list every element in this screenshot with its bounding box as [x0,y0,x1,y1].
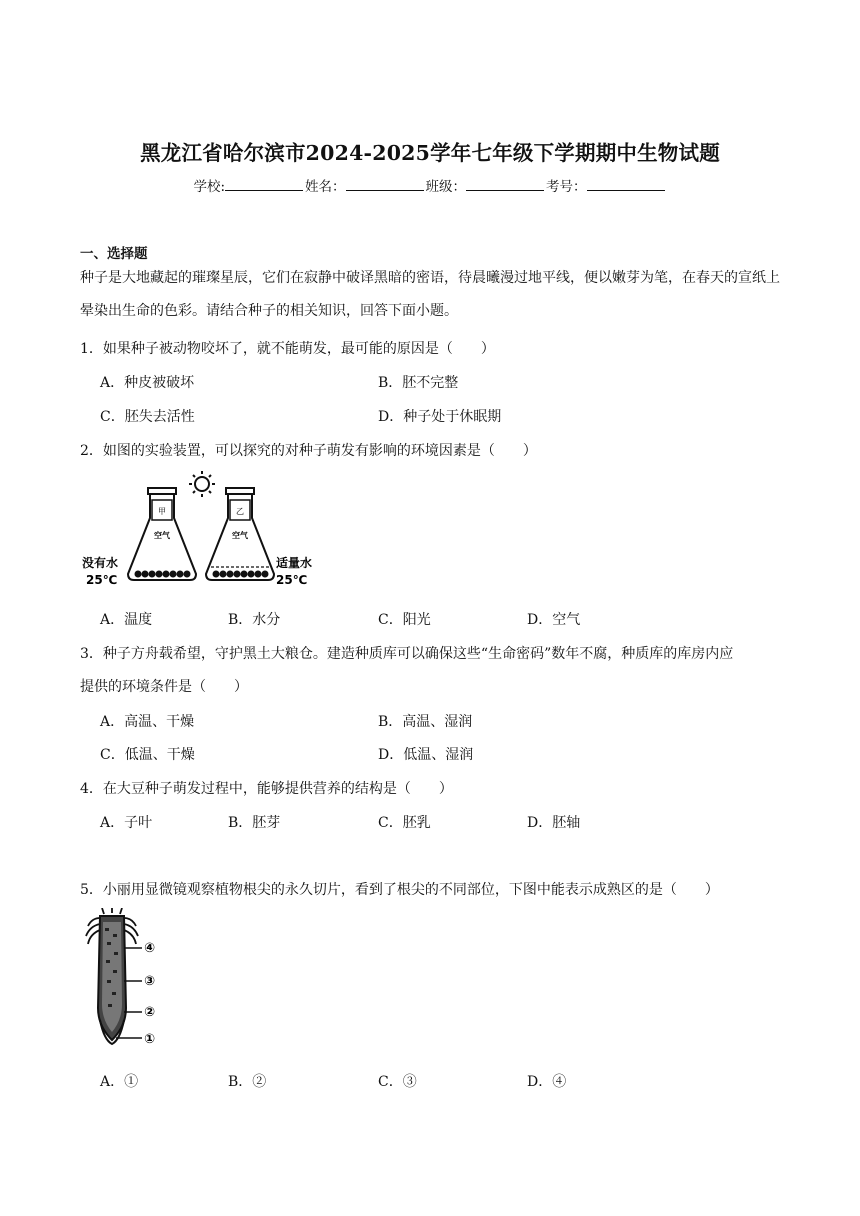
q5-option-d[interactable]: D．④ [527,1074,567,1090]
school-label: 学校: [193,179,226,195]
question-3-stem-line1: 3．种子方舟载希望，守护黑土大粮仓。建造种质库可以确保这些“生命密码”数年不腐，种质库的库房内应 [80,646,734,662]
root-tip-figure [80,908,170,1058]
class-blank[interactable] [466,178,544,191]
name-label: 姓名： [305,179,346,195]
name-blank[interactable] [346,178,424,191]
sun-icon [189,471,215,497]
seed-germination-figure [80,470,320,595]
intro-paragraph: 种子是大地藏起的璀璨星辰，它们在寂静中破译黑暗的密语，待晨曦漫过地平线，便以嫩芽为笔，在春天的宣纸上晕染出生命的色彩。请结合种子的相关知识，回答下面小题。 [80,270,780,319]
temp-left-label: 25℃ [86,573,118,587]
flask-jia-label: 甲 [158,507,166,516]
some-water-label: 适量水 [276,556,313,570]
flask-yi-label: 乙 [236,507,244,516]
q3-option-a[interactable]: A．高温、干燥 [100,714,195,730]
root-tip-drawing [86,908,142,1044]
label-3: ③ [144,974,156,989]
q1-option-b[interactable]: B．胚不完整 [378,375,459,391]
q4-option-a[interactable]: A．子叶 [100,815,153,831]
q3-option-b[interactable]: B．高温、湿润 [378,714,473,730]
air-label-left: 空气 [154,531,170,540]
q1-option-c[interactable]: C．胚失去活性 [100,409,195,425]
label-2: ② [144,1005,156,1020]
student-info-line [0,175,860,195]
q5-option-b[interactable]: B．② [228,1074,267,1090]
temp-right-label: 25℃ [276,573,308,587]
question-1-stem: 1．如果种子被动物咬坏了，就不能萌发，最可能的原因是（ ） [80,341,495,357]
q5-option-a[interactable]: A．① [100,1074,139,1090]
question-5-stem: 5．小丽用显微镜观察植物根尖的永久切片，看到了根尖的不同部位，下图中能表示成熟区的是（ ） [80,882,719,898]
number-label: 考号： [546,179,587,195]
section-heading: 一、选择题 [80,246,148,262]
q2-option-c[interactable]: C．阳光 [378,612,431,628]
q2-option-b[interactable]: B．水分 [228,612,281,628]
number-blank[interactable] [587,178,665,191]
label-4: ④ [144,941,156,956]
class-label: 班级： [425,179,467,195]
q4-option-b[interactable]: B．胚芽 [228,815,281,831]
school-blank[interactable] [225,178,303,191]
q2-option-d[interactable]: D．空气 [527,612,581,628]
q3-option-d[interactable]: D．低温、湿润 [378,747,474,763]
q2-option-a[interactable]: A．温度 [100,612,153,628]
page-title: 黑龙江省哈尔滨市2024-2025学年七年级下学期期中生物试题 [140,141,720,165]
q4-option-c[interactable]: C．胚乳 [378,815,431,831]
question-2-stem: 2．如图的实验装置，可以探究的对种子萌发有影响的环境因素是（ ） [80,443,537,459]
label-1: ① [144,1032,156,1047]
question-4-stem: 4．在大豆种子萌发过程中，能够提供营养的结构是（ ） [80,781,453,797]
question-3-stem-line2: 提供的环境条件是（ ） [80,679,248,695]
q3-option-c[interactable]: C．低温、干燥 [100,747,195,763]
q4-option-d[interactable]: D．胚轴 [527,815,581,831]
air-label-right: 空气 [232,531,248,540]
no-water-label: 没有水 [82,556,119,570]
q1-option-a[interactable]: A．种皮被破坏 [100,375,195,391]
q1-option-d[interactable]: D．种子处于休眠期 [378,409,502,425]
q5-option-c[interactable]: C．③ [378,1074,417,1090]
